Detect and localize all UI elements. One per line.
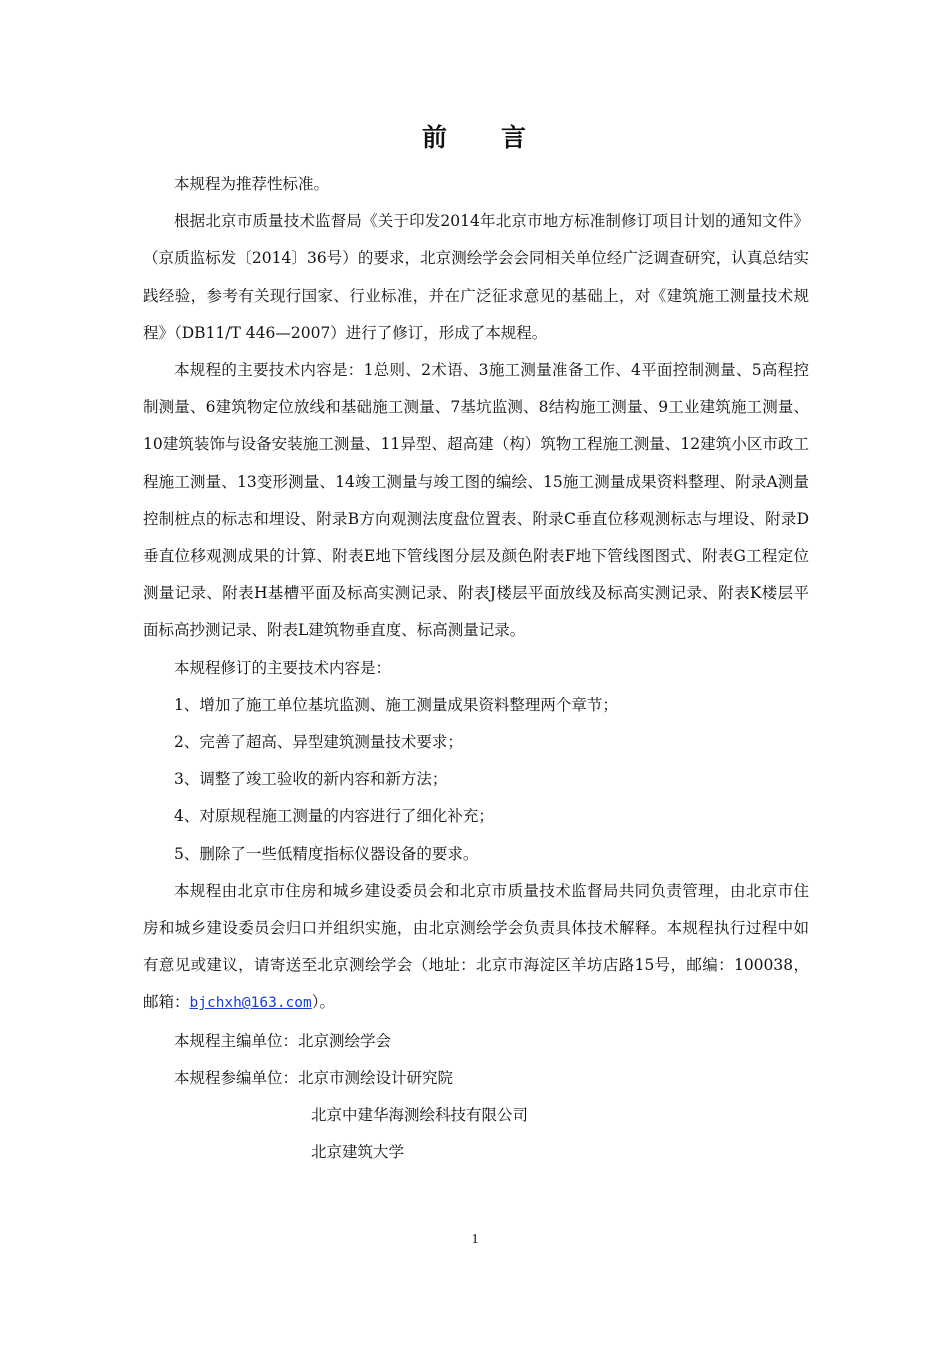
- paragraph-standard-type: 本规程为推荐性标准。: [174, 175, 330, 193]
- participating-unit: 北京建筑大学: [311, 1143, 405, 1162]
- page-title: 前 言: [421, 123, 529, 152]
- page-number: 1: [471, 1232, 479, 1247]
- email-link[interactable]: bjchxh@163.com: [189, 995, 312, 1012]
- document-body: [143, 166, 809, 1171]
- list-item: 1、增加了施工单位基坑监测、施工测量成果资料整理两个章节；: [174, 695, 618, 714]
- list-item: 5、删除了一些低精度指标仪器设备的要求。: [174, 844, 479, 863]
- paragraph-main-content: 本规程的主要技术内容是：1总则、2术语、3施工测量准备工作、4平面控制测量、5高程控制测量、6建筑物定位放线和基础施工测量、7基坑监测、8结构施工测量、9工业建筑施工测量、10建筑装饰与设备安装施工测量、11异型、超高建（构）筑物工程施工测量、12建筑小区市政工程施工测量、13变形测量、14竣工测量与竣工图的编绘、15施工测量成果资料整理、附录A测量控制桩点的标志和埋设、附录B方向观测法度盘位置表、附录C垂直位移观测标志与埋设、附录D垂直位移观测成果的计算、附表E地下管线图分层及颜色附表F地下管线图图式、附表G工程定位测量记录、附表H基槽平面及标高实测记录、附表J楼层平面放线及标高实测记录、附表K楼层平面标高抄测记录、附表L建筑物垂直度、标高测量记录。: [143, 361, 809, 640]
- paragraph-revision-intro: 本规程修订的主要技术内容是：: [174, 658, 392, 677]
- list-item: 3、调整了竣工验收的新内容和新方法；: [174, 770, 448, 789]
- participating-units: 本规程参编单位：北京市测绘设计研究院: [174, 1068, 454, 1087]
- paragraph-management: 本规程由北京市住房和城乡建设委员会和北京市质量技术监督局共同负责管理，由北京市住房和城乡建设委员会归口并组织实施，由北京测绘学会负责具体技术解释。本规程执行过程中如有意见或建议，请寄送至北京测绘学会（地址：北京市海淀区羊坊店路15号，邮编：100038，邮箱：bjchxh@163.com）。: [143, 881, 809, 1012]
- paragraph-basis: 根据北京市质量技术监督局《关于印发2014年北京市地方标准制修订项目计划的通知文件》（京质监标发〔2014〕36号）的要求，北京测绘学会会同相关单位经广泛调查研究，认真总结实践经验，参考有关现行国家、行业标准，并在广泛征求意见的基础上，对《建筑施工测量技术规程》（DB11/T 446—2007）进行了修订，形成了本规程。: [143, 212, 809, 342]
- list-item: 2、完善了超高、异型建筑测量技术要求；: [174, 733, 463, 752]
- participating-unit: 北京中建华海测绘科技有限公司: [311, 1106, 529, 1125]
- chief-unit: 本规程主编单位：北京测绘学会: [174, 1031, 392, 1050]
- list-item: 4、对原规程施工测量的内容进行了细化补充；: [174, 807, 494, 826]
